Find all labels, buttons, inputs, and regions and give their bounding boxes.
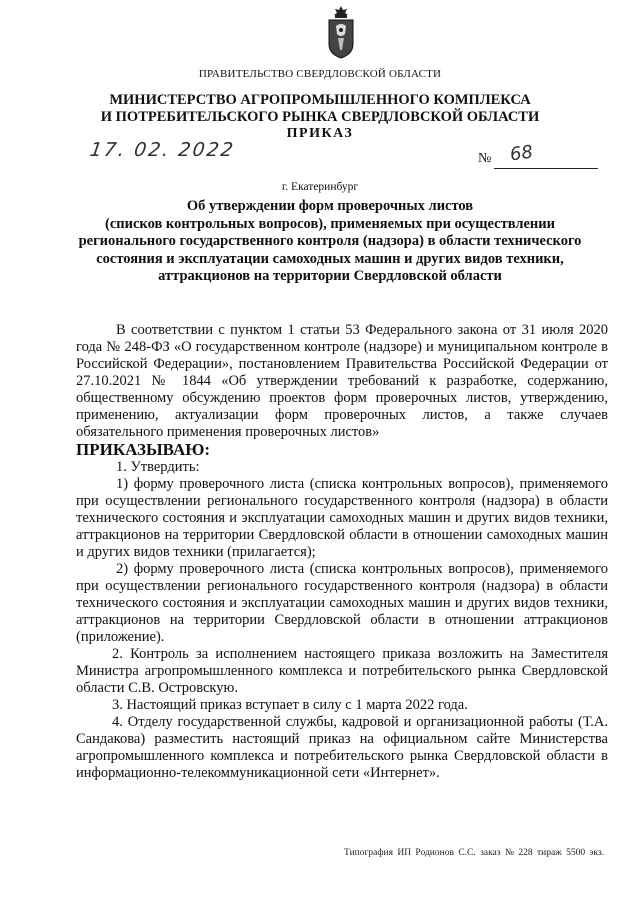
printer-footer: Типография ИП Родионов С.С. заказ № 228 тираж 5500 экз. [344,848,605,858]
ministry-line-2: И ПОТРЕБИТЕЛЬСКОГО РЫНКА СВЕРДЛОВСКОЙ ОБЛАСТИ [100,109,540,125]
order-subject [60,198,600,286]
handwritten-number: 68 [508,141,535,166]
item-1: 1. Утвердить: [116,459,200,475]
item-3: 3. Настоящий приказ вступает в силу с 1 марта 2022 года. [112,697,468,713]
item-2: 2. Контроль за исполнением настоящего приказа возложить на Заместителя Министра агропромышленного комплекса и потребительского рынка Свердловской области С.В. Островскую. [76,646,608,696]
item-1-2: 2) форму проверочного листа (списка контрольных вопросов), применяемого при осуществлении регионального государственного контроля (надзора) в области технического состояния и эксплуатации самоходных машин и других видов техники, аттракционов на территории Свердловской области в отношении аттракционов (приложение). [76,561,608,645]
order-body [76,322,608,782]
city: г. Екатеринбург [281,181,359,193]
subject-line-1: Об утверждении форм проверочных листов [186,198,474,214]
orders-heading: ПРИКАЗЫВАЮ: [76,440,211,459]
ministry-name [0,92,640,126]
government-name: ПРАВИТЕЛЬСТВО СВЕРДЛОВСКОЙ ОБЛАСТИ [198,68,442,80]
coat-of-arms-icon [326,4,356,60]
document-type: ПРИКАЗ [286,126,354,141]
number-underline [494,168,598,169]
item-4: 4. Отделу государственной службы, кадровой и организационной работы (Т.А. Сандакова) разместить настоящий приказ на официальном сайте Министерства агропромышленного комплекса и потребительского рынка Свердловской области в информационно-телекоммуникационной сети «Интернет». [76,714,608,781]
ministry-line-1: МИНИСТЕРСТВО АГРОПРОМЫШЛЕННОГО КОМПЛЕКСА [109,92,531,108]
subject-line-4: состояния и эксплуатации самоходных машин и других видов техники, [96,250,564,267]
number-sign: № [478,151,492,166]
subject-line-2: (списков контрольных вопросов), применяемых при осуществлении [105,215,555,232]
preamble-paragraph: В соответствии с пунктом 1 статьи 53 Федерального закона от 31 июля 2020 года № 248-ФЗ «О государственном контроле (надзоре) и муниципальном контроле в Российской Федерации», постановлением Правительства Российской Федерации от 27.10.2021 № 1844 «Об утверждении требований к разработке, содержанию, общественному обсуждению проектов форм проверочных листов, утверждению, применению, актуализации форм проверочных листов, а также случаев обязательного применения проверочных листов» [76,322,608,440]
subject-line-5: аттракционов на территории Свердловской области [158,268,502,284]
handwritten-date: 17. 02. 2022 [88,139,237,161]
subject-line-3: регионального государственного контроля (надзора) в области технического [78,233,582,249]
item-1-1: 1) форму проверочного листа (списка контрольных вопросов), применяемого при осуществлении регионального государственного контроля (надзора) в области технического состояния и эксплуатации самоходных машин и других видов техники, аттракционов на территории Свердловской области в отношении самоходных машин и других видов техники (прилагается); [76,476,608,560]
